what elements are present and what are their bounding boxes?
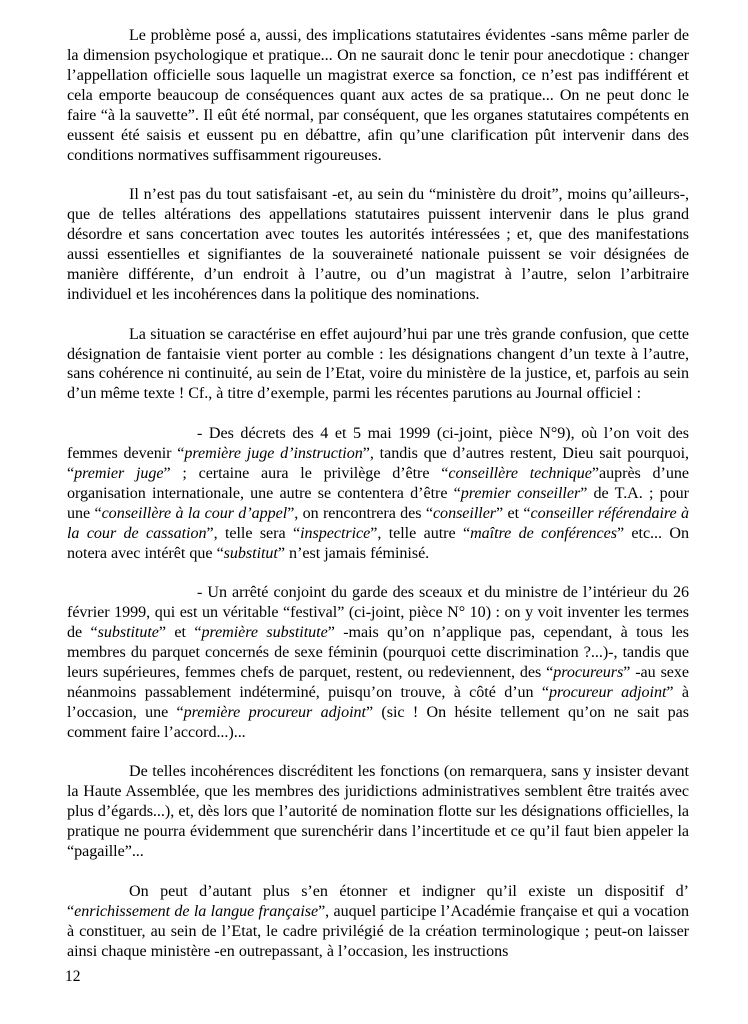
emphasis-text: première substitute [201, 624, 328, 642]
emphasis-text: maître de conférences [470, 524, 617, 542]
body-text: On peut d’autant plus s’en étonner et indigner qu’il existe un dispositif d’ “ [67, 882, 689, 920]
body-text: - Des décrets des 4 et 5 mai 1999 (ci-joint, pièce N°9), où l’on voit des femmes devenir “ [67, 424, 689, 462]
body-text: ”, tandis que d’autres restent, Dieu sait pourquoi, “ [67, 444, 689, 482]
emphasis-text: substitut [223, 544, 278, 562]
emphasis-text: conseiller [432, 504, 497, 522]
body-text: ” ; certaine aura le privilège d’être “ [163, 464, 449, 482]
body-text: ” de T.A. ; pour une “ [67, 484, 689, 522]
body-text: La situation se caractérise en effet aujourd’hui par une très grande confusion, que cette désignation de fantaisie vient porter au comble : les désignations changent d’un texte à l’autre, sans cohérence ni continuité, au sein de l’Etat, voire du ministère de la justice, et, parfois au sein d’un même texte ! Cf., à titre d’exemple, parmi les récentes parutions au Journal officiel : [67, 325, 689, 403]
emphasis-text: premier juge [74, 464, 164, 482]
body-text: ” et “ [158, 624, 202, 642]
body-text: ” à l’occasion, une “ [67, 684, 689, 721]
page-number: 12 [65, 968, 81, 985]
emphasis-text: procureur adjoint [549, 684, 667, 702]
body-text: Le problème posé a, aussi, des implications statutaires évidentes -sans même parler de la dimension psychologique et pratique... On ne saurait donc le tenir pour anecdotique : changer l’appellation officielle sous laquelle un magistrat exerce sa fonction, ce n’est pas indifférent et cela emporte beaucoup de conséquences quant aux actes de sa pratique... On ne peut donc le faire “à la sauvette”. Il eût été normal, par conséquent, que les organes statutaires compétents en eussent été saisis et eussent pu en débattre, afin qu’une clarification pût intervenir dans des conditions normatives suffisamment rigoureuses. [67, 27, 689, 164]
body-text: ”auprès d’une organisation internationale, une autre se contentera d’être “ [67, 464, 689, 502]
paragraph [67, 325, 689, 405]
body-text: ” et “ [496, 504, 531, 522]
emphasis-text: premier conseiller [460, 484, 581, 502]
emphasis-text: conseiller référendaire à la cour de cassation [67, 504, 689, 542]
emphasis-text: substitute [97, 624, 159, 642]
emphasis-text: procureurs [553, 664, 624, 682]
emphasis-text: inspectrice [300, 524, 371, 542]
emphasis-text: première procureur adjoint [183, 703, 366, 721]
body-text: ”, on rencontrera des “ [287, 504, 433, 522]
body-text: ”, auquel participe l’Académie française et qui a vocation à constituer, au sein de l’Etat, le cadre privilégié de la création terminologique ; peut-on laisser ainsi chaque ministère -en outrepassant, à l’occasion, les instructions [67, 902, 689, 960]
emphasis-text: première juge d’instruction [184, 444, 363, 462]
paragraph-indent [67, 424, 197, 444]
body-text: Il n’est pas du tout satisfaisant -et, au sein du “ministère du droit”, moins qu’ailleurs-, que de telles altérations des appellations statutaires puissent intervenir dans le plus grand désordre et sans concertation avec toutes les autorités intéressées ; et, que des manifestations aussi essentielles et signifiantes de la souveraineté nationale puissent se voir désignées de manière différente, d’un endroit à l’autre, ou d’un magistrat à l’autre, selon l’arbitraire individuel et les incohérences dans la politique des nominations. [67, 186, 689, 304]
emphasis-text: conseillère technique [448, 464, 592, 482]
body-text: - Un arrêté conjoint du garde des sceaux et du ministre de l’intérieur du 26 février 1999, qui est un véritable “festival” (ci-joint, pièce N° 10) : on y voit inventer les termes de “ [67, 584, 689, 642]
paragraph [67, 762, 689, 862]
paragraph-indent [67, 26, 129, 46]
paragraph [67, 185, 689, 305]
body-text: ” etc... On notera avec intérêt que “ [67, 524, 689, 562]
body-text: ” -au sexe néanmoins passablement indéterminé, puisqu’on trouve, à côté d’un “ [67, 664, 690, 702]
paragraph-indent [67, 185, 129, 205]
paragraph-indent [67, 762, 129, 782]
paragraph [67, 882, 689, 962]
body-text: ” -mais qu’on n’applique pas, cependant, à tous les membres du parquet concernés de sexe féminin (pourquoi cette discrimination ?...)-, tandis que leurs supérieures, femmes chefs de parquet, restent, ou redeviennent, des “ [67, 624, 689, 682]
body-text: ” n’est jamais féminisé. [277, 544, 430, 562]
paragraph [67, 583, 689, 743]
body-text: ” (sic ! On hésite tellement qu’on ne sait pas comment faire l’accord...)... [67, 703, 689, 741]
paragraph [67, 26, 689, 166]
paragraph-indent [67, 882, 129, 902]
emphasis-text: conseillère à la cour d’appel [101, 504, 288, 522]
body-text: ”, telle autre “ [370, 524, 471, 542]
paragraph [67, 424, 689, 564]
body-text: De telles incohérences discréditent les fonctions (on remarquera, sans y insister devant la Haute Assemblée, que les membres des juridictions administratives semblent être traités avec plus d’égards...), et, dès lors que l’autorité de nomination flotte sur les désignations officielles, la pratique ne pourra évidemment que surenchérir dans l’incertitude et ce qu’il faut bien appeler la “pagaille”... [67, 763, 689, 861]
body-text: ”, telle sera “ [206, 524, 301, 542]
paragraph-indent [67, 583, 197, 603]
emphasis-text: enrichissement de la langue française [74, 902, 319, 920]
paragraph-indent [67, 325, 129, 345]
document-body-column [67, 26, 689, 962]
